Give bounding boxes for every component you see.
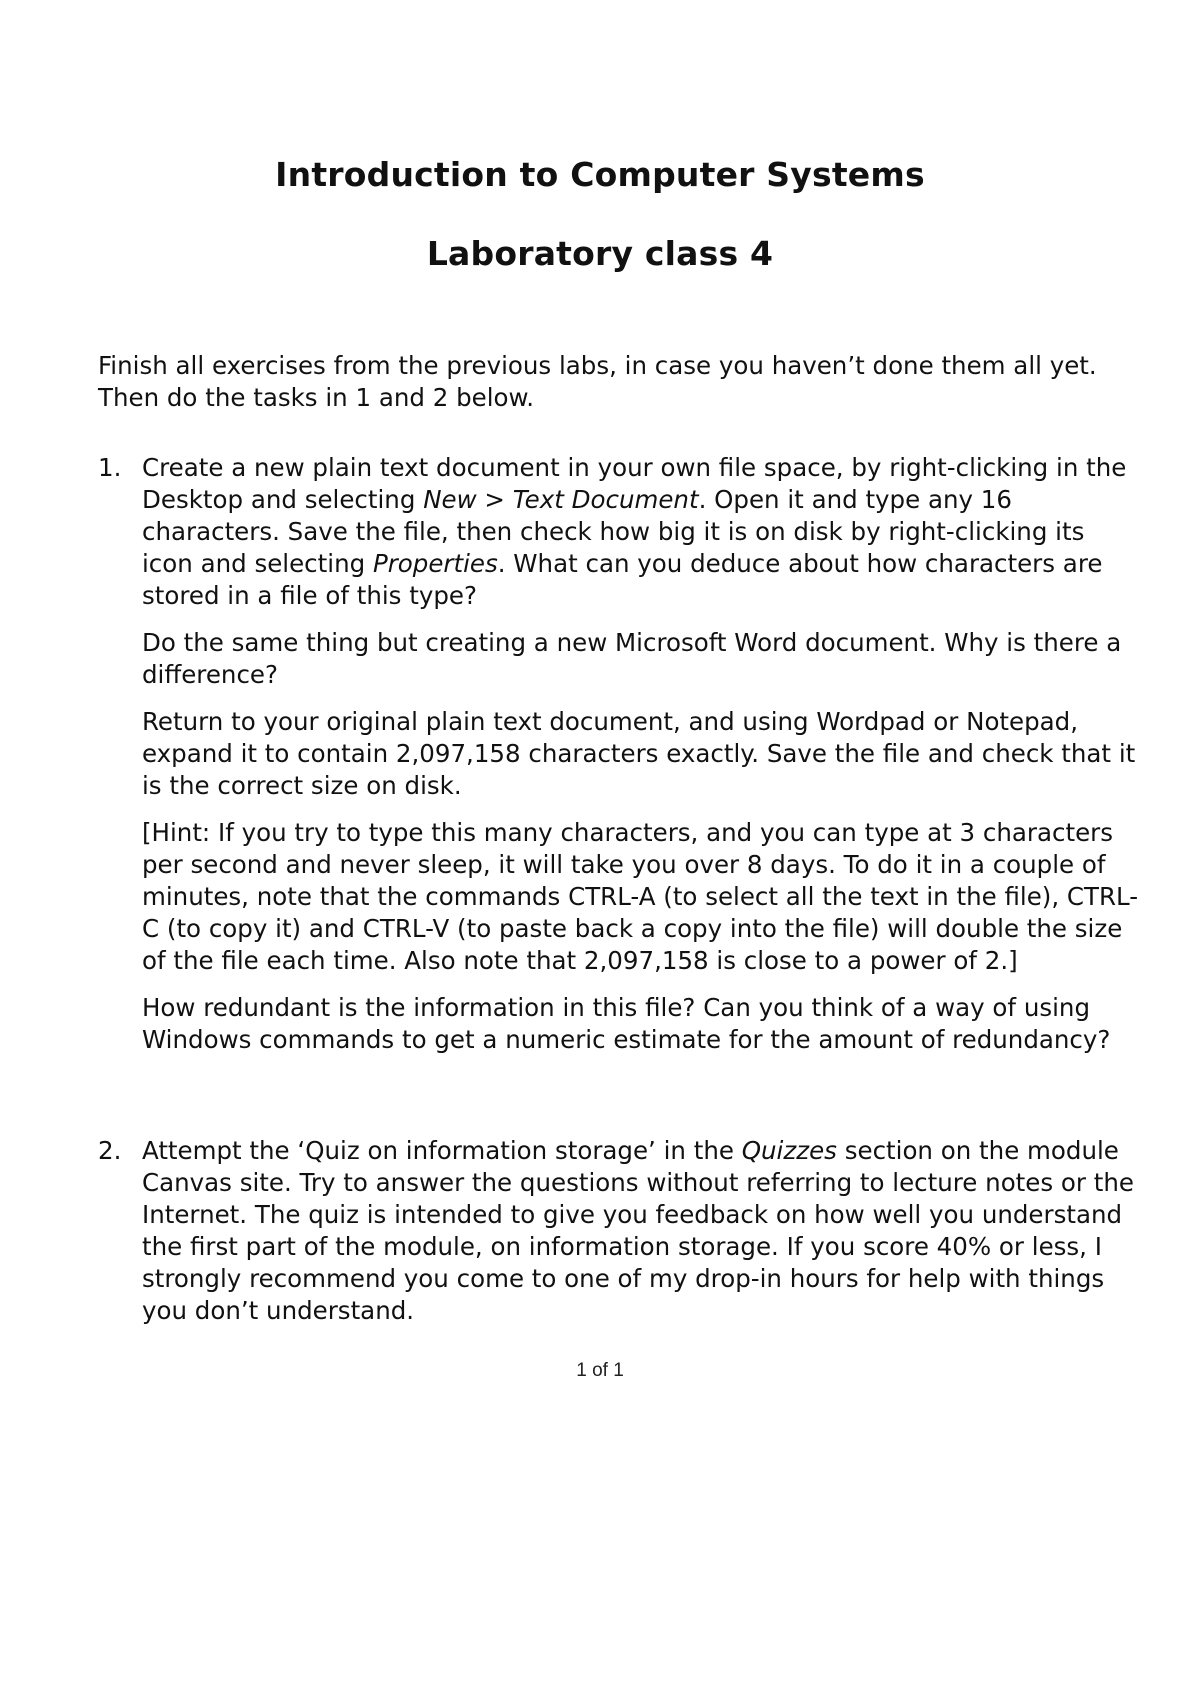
task-number: 2. (98, 1136, 122, 1165)
task-body (142, 1135, 1142, 1342)
task-2-paragraph-1 (142, 1135, 1142, 1327)
task-1-paragraph-2: Do the same thing but creating a new Microsoft Word document. Why is there a difference? (142, 628, 1122, 689)
document-subtitle: Laboratory class 4 (426, 234, 774, 273)
text-run: section on the module Canvas site. Try to answer the questions without referring to lecture notes or the Internet. The quiz is intended to give you feedback on how well you understand the first part of the module, on information storage. If you score 40% or less, I strongly recommend you come to one of my drop-in hours for help with things you don’t understand. (142, 1136, 1134, 1325)
document-title: Introduction to Computer Systems (275, 155, 925, 194)
task-1-paragraph-1 (142, 452, 1142, 612)
text-run: Create a new plain text document in your own file space, by right-clicking in the Desktop and selecting (142, 453, 1127, 514)
properties-text: Properties (372, 549, 498, 578)
quizzes-text: Quizzes (741, 1136, 837, 1165)
menu-path-text: New > Text Document (423, 485, 699, 514)
task-number: 1. (98, 453, 122, 482)
page-indicator: 1 of 1 (576, 1360, 624, 1381)
text-run: . What can you deduce about how characters are stored in a file of this type? (142, 549, 1103, 610)
text-run: Attempt the ‘Quiz on information storage’ in the (142, 1136, 742, 1165)
intro-paragraph: Finish all exercises from the previous labs, in case you haven’t done them all yet. Then do the tasks in 1 and 2 below. (98, 351, 1097, 412)
task-1-hint: [Hint: If you try to type this many characters, and you can type at 3 characters per second and never sleep, it will take you over 8 days. To do it in a couple of minutes, note that the commands CTRL-A (to select all the text in the file), CTRL-C (to copy it) and CTRL-V (to paste back a copy into the file) will double the size of the file each time. Also note that 2,097,158 is close to a power of 2.] (142, 818, 1139, 975)
task-1-paragraph-3: Return to your original plain text document, and using Wordpad or Notepad, expand it to contain 2,097,158 characters exactly. Save the file and check that it is the correct size on disk. (142, 707, 1136, 800)
text-run: . Open it and type any 16 characters. Save the file, then check how big it is on disk by right-clicking its icon and selecting (142, 485, 1085, 578)
task-1-paragraph-5: How redundant is the information in this file? Can you think of a way of using Windows commands to get a numeric estimate for the amount of redundancy? (142, 993, 1111, 1054)
task-body (142, 452, 1142, 1071)
